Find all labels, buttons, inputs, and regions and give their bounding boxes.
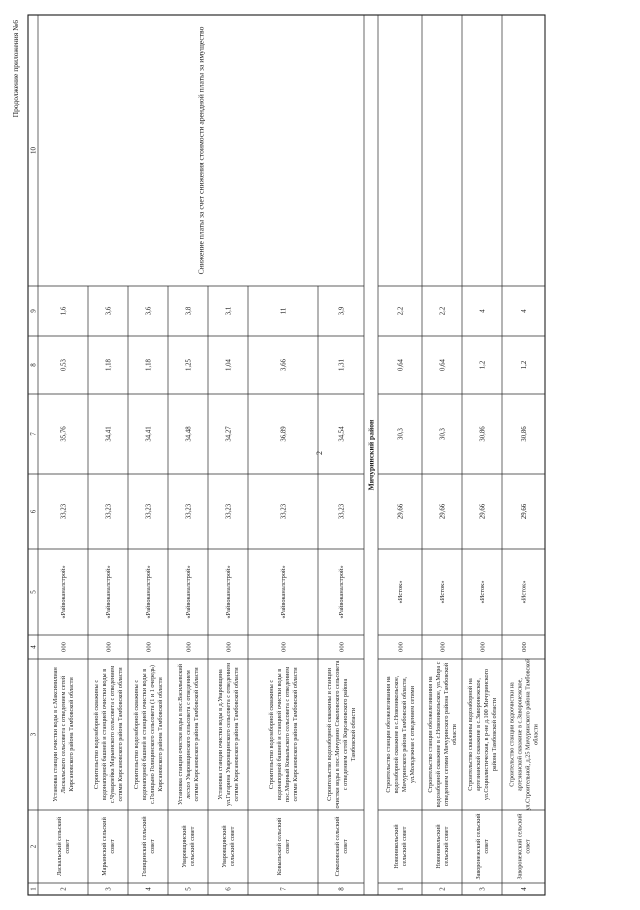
cell-col7: 34,41	[145, 426, 153, 442]
cell-col6: 33,23	[280, 503, 288, 520]
object-description: ул.Гагарина Уваровщинского сельсовета с отведением	[225, 663, 233, 806]
cell-col8: 1,18	[145, 359, 153, 371]
council-name: совет	[284, 839, 292, 854]
object-description: Мичуринского района Тамбовской области,	[401, 676, 409, 793]
council-name: сельский совет	[443, 826, 451, 867]
object-description: ул.Молодежная с отведением сетями	[409, 686, 417, 783]
object-description: с отведением сетей Кирсановского района	[342, 678, 350, 791]
cell-col4: 000	[479, 642, 487, 652]
cell-col4: 000	[520, 642, 528, 652]
cell-col4: 000	[225, 642, 233, 652]
object-description: Кирсановского района Тамбовской области	[157, 677, 165, 792]
merged-note: Снижение платы за счет снижения стоимости арендной платы за имущество	[196, 26, 206, 275]
cell-col9: 2,2	[397, 306, 405, 316]
cell-col4: 000	[105, 642, 113, 652]
cell-col7: 34,41	[105, 426, 113, 442]
object-description: артезианской скважине в с.Заворонежское,	[475, 678, 483, 791]
council-name: Заворонежский сельский	[516, 813, 524, 880]
council-name: Новоникольский	[435, 824, 443, 869]
cell-col8: 1,04	[225, 359, 233, 371]
object-description: Строительство водозаборной скважины и станции	[326, 668, 334, 801]
cell-col9: 4	[520, 309, 528, 313]
council-name: сельский совет	[189, 826, 197, 867]
council-name: совет	[64, 839, 72, 854]
column-number: 3	[29, 732, 38, 737]
column-number: 4	[29, 645, 38, 649]
council-name: совет	[109, 839, 117, 854]
object-description: водонапорной башней и станцией очистки воды в	[141, 668, 149, 801]
council-name: Уваровщинский	[181, 825, 189, 868]
object-description: Кирсановского района Тамбовской области	[68, 677, 76, 792]
organization-name: «Исток»	[520, 580, 528, 604]
object-description: Установка станции очистки воды в с.Максимилиан	[52, 667, 60, 802]
cell-col7: 36,89	[280, 426, 288, 442]
object-description: Строительство скважины водозаборной на	[467, 678, 475, 791]
object-description: водозаборной скважине в с.Новоникольское, ул.Мира с	[435, 661, 443, 808]
cell-col6: 33,23	[105, 503, 113, 520]
object-description: Строительство станции обезжелезивания на	[385, 676, 393, 793]
cell-col6: 33,23	[145, 503, 153, 520]
object-description: сетями Кирсановского района Тамбовской области	[233, 667, 241, 802]
cell-col4: 000	[439, 642, 447, 652]
council-name: совет	[342, 839, 350, 854]
cell-col9: 2,2	[439, 306, 447, 316]
table-row	[467, 309, 498, 891]
council-name: сельский совет	[401, 826, 409, 867]
object-description: с.Чуварлейка Марьинского сельсовета с отведением	[109, 665, 117, 804]
object-description: Строительство водозаборной скважины с	[133, 679, 141, 790]
cell-col6: 33,23	[185, 503, 193, 520]
cell-col9: 1,6	[60, 306, 68, 316]
cell-col8: 0,64	[397, 359, 405, 371]
cell-col9: 3,8	[185, 306, 193, 316]
cell-col8: 1,2	[479, 360, 487, 370]
cell-col4: 000	[145, 642, 153, 652]
row-number: 2	[59, 887, 68, 891]
council-name: Заворонежский сельский	[475, 813, 483, 880]
cell-col9: 11	[280, 307, 288, 315]
object-description: области	[451, 724, 459, 745]
object-description: Строительство станции обезжелезивания на	[427, 676, 435, 793]
object-description: сетями Кирсановского района Тамбовской области	[117, 667, 125, 802]
council-name: совет	[483, 839, 491, 854]
object-description: артезианской скважине в с.Заворонежское,	[516, 678, 524, 791]
object-description: Строительство водозаборной скважины с	[268, 679, 276, 790]
council-name: сельский совет	[229, 826, 237, 867]
cell-col9: 3,1	[225, 306, 233, 316]
cell-col7: 30,86	[479, 426, 487, 442]
organization-name: «Райвоканалстрой»	[105, 565, 113, 619]
cell-col8: 1,18	[105, 359, 113, 371]
organization-name: «Райвоканалстрой»	[60, 565, 68, 619]
row-number: 3	[104, 887, 113, 891]
table-body	[52, 26, 540, 890]
council-name: Новоникольский	[393, 824, 401, 869]
cell-col8: 3,66	[280, 359, 288, 371]
object-description: сетями Кирсановского района Тамбовской области	[292, 667, 300, 802]
row-number: 8	[337, 887, 346, 891]
cell-col9: 3,6	[145, 306, 153, 316]
table-row	[509, 309, 540, 891]
cell-col4: 000	[280, 642, 288, 652]
object-description: водонапорной башней и станцией очистки воды в	[101, 668, 109, 801]
row-number: 4	[519, 887, 528, 891]
organization-name: «Райвоканалстрой»	[145, 565, 153, 619]
council-name: Голицинский сельский	[141, 816, 149, 877]
continuation-heading: Продолжение приложения №6	[11, 20, 20, 118]
row-number: 6	[224, 887, 233, 891]
row-number: 5	[184, 887, 193, 891]
cell-col8: 1,25	[185, 359, 193, 371]
object-description: пос.Мирный Ковыльского сельсовета с отведением	[284, 666, 292, 803]
column-number: 5	[29, 590, 38, 594]
object-description: сетями Кирсановского района Тамбовской области	[193, 667, 201, 802]
object-description: Установка станции очистки воды в пос.Васильевский	[177, 664, 185, 805]
council-name: Уваровщинский	[221, 825, 229, 868]
cell-col7: 35,76	[60, 426, 68, 442]
column-number: 1	[29, 887, 38, 891]
cell-col6: 29,66	[439, 503, 447, 520]
cell-col4: 000	[60, 642, 68, 652]
page-number: 2	[315, 451, 324, 455]
organization-name: «Райвоканалстрой»	[280, 565, 288, 619]
cell-col7: 34,54	[338, 426, 346, 442]
object-description: района Тамбовской области	[491, 697, 499, 772]
cell-col6: 33,23	[225, 503, 233, 520]
column-number: 2	[29, 844, 38, 849]
column-number: 7	[29, 432, 38, 436]
cell-col7: 30,3	[439, 428, 447, 440]
cell-col6: 29,66	[520, 503, 528, 520]
row-number: 4	[144, 887, 153, 891]
object-description: Строительство водозаборной скважины с	[93, 679, 101, 790]
organization-name: «Исток»	[397, 580, 405, 604]
cell-col9: 4	[479, 309, 487, 313]
cell-col4: 000	[397, 642, 405, 652]
row-number: 3	[478, 887, 487, 891]
council-name: Марьинский сельский	[101, 817, 109, 876]
object-description: Тамбовской области	[350, 707, 358, 762]
row-number: 7	[279, 887, 288, 891]
object-description: области	[532, 724, 540, 745]
organization-name: «Исток»	[479, 580, 487, 604]
cell-col8: 0,53	[60, 359, 68, 371]
organization-name: «Райвоканалстрой»	[225, 565, 233, 619]
row-number: 2	[438, 887, 447, 891]
table-row	[268, 308, 299, 891]
object-description: с.Голицыно Голицинского сельсовета (1 и 1 очередь)	[149, 665, 157, 804]
cell-col7: 34,27	[225, 426, 233, 442]
column-number: 6	[29, 509, 38, 514]
object-description: отведением сетями Мичуринского района Тамбовской	[443, 662, 451, 807]
section-title: Мичуринский район	[366, 419, 376, 491]
organization-name: «Исток»	[439, 580, 447, 604]
cell-col7: 34,48	[185, 426, 193, 442]
cell-col9: 3,9	[338, 306, 346, 316]
cell-col8: 1,31	[338, 359, 346, 371]
cell-col6: 33,23	[338, 503, 346, 520]
council-name: совет	[149, 839, 157, 854]
cell-col9: 3,6	[105, 306, 113, 316]
object-description: водонапорной башней и станцией очистки воды в	[276, 668, 284, 801]
object-description: ул.Социалистическая, в р-не д.100 Мичуринского	[483, 668, 491, 801]
object-description: ул.Строительной, д.25 Мичуринского района Тамбовской	[524, 658, 532, 811]
object-description: водозаборной скважине в с.Новоникольское,	[393, 675, 401, 794]
object-description: лесхоз Уваровщинского сельсовета с отведением	[185, 670, 193, 799]
object-description: Ласкальского сельсовета с отведением сетей	[60, 675, 68, 794]
row-number: 1	[396, 887, 405, 891]
cell-col4: 000	[185, 642, 193, 652]
council-name: совет	[524, 839, 532, 854]
cell-col7: 30,86	[520, 426, 528, 442]
cell-col7: 30,3	[397, 428, 405, 440]
council-name: Ласкальский сельский	[56, 816, 64, 877]
column-number-header	[30, 147, 38, 891]
object-description: Установка станции очистки воды в д.Уваровщина	[217, 669, 225, 800]
column-number: 8	[29, 363, 38, 367]
organization-name: «Райвоканалстрой»	[338, 565, 346, 619]
cell-col6: 29,66	[397, 503, 405, 520]
object-description: очистки воды в пос.Мичурино Соколовского сельсовета	[334, 660, 342, 809]
cell-col6: 29,66	[479, 503, 487, 520]
organization-name: «Райвоканалстрой»	[185, 565, 193, 619]
cell-col8: 0,64	[439, 359, 447, 371]
cell-col6: 33,23	[60, 503, 68, 520]
column-number: 10	[29, 147, 38, 154]
council-name: Ковыльский сельский	[276, 817, 284, 876]
column-number: 9	[29, 309, 38, 313]
cell-col4: 000	[338, 642, 346, 652]
cell-col8: 1,2	[520, 360, 528, 370]
council-name: Соколовский сельский	[334, 816, 342, 877]
object-description: Строительство станции водоочистки на	[508, 682, 516, 787]
